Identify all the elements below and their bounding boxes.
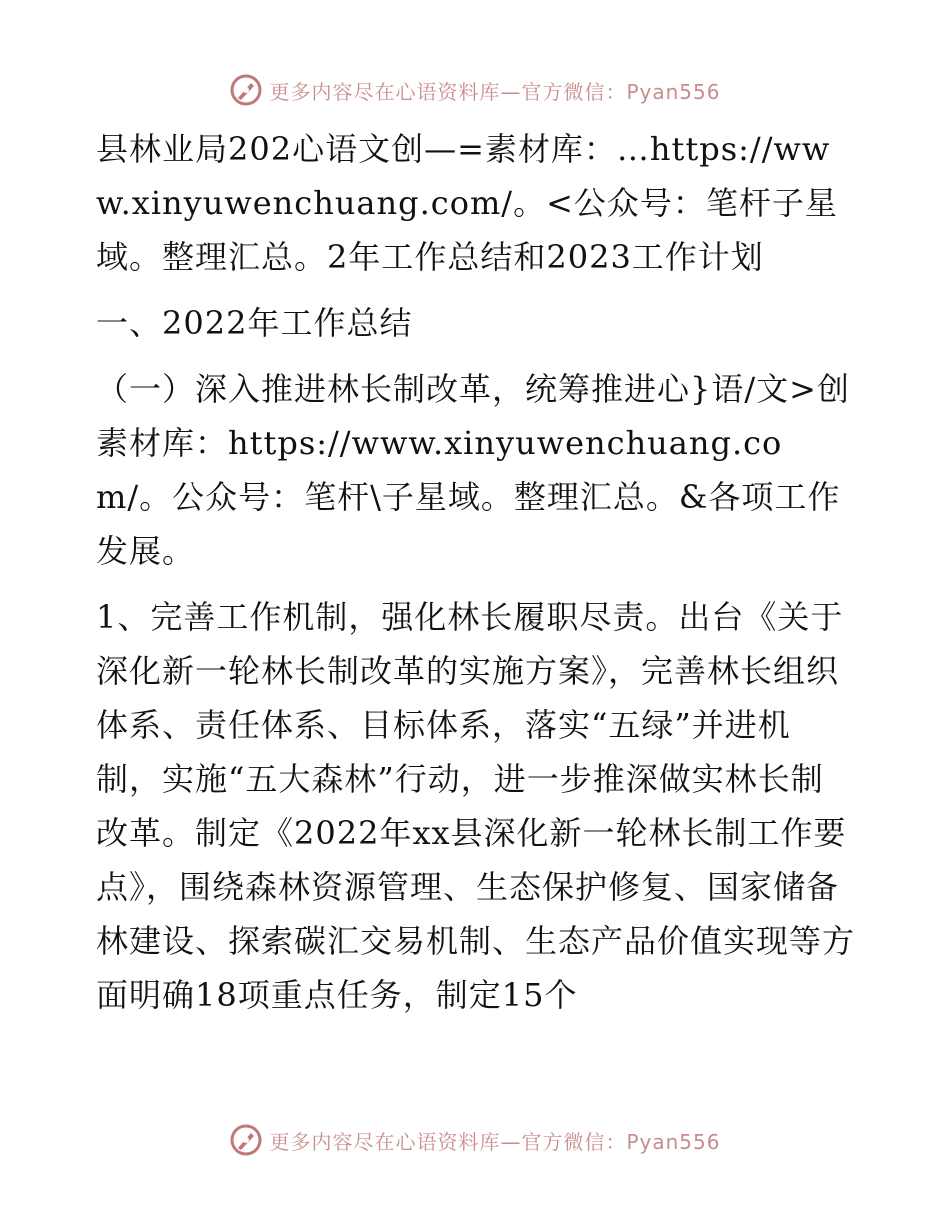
section-heading: 一、2022年工作总结: [96, 304, 413, 342]
document-title-paragraph: 县林业局202心语文创—=素材库：…https://www.xinyuwenchuang.com/。<公众号：笔杆子星域。整理汇总。2年工作总结和2023工作计划: [96, 130, 838, 276]
subsection-heading: （一）深入推进林长制改革，统筹推进心}语/文>创素材库：https://www.xinyuwenchuang.com/。公众号：笔杆\子星域。整理汇总。&各项工作发展。: [96, 370, 850, 570]
watermark-footer: [0, 1120, 950, 1160]
pen-seal-icon: [229, 73, 263, 107]
pen-seal-icon: [229, 1123, 263, 1157]
watermark-text: 更多内容尽在心语资料库—官方微信：Pyan556: [269, 1129, 721, 1154]
body-paragraph: 1、完善工作机制，强化林长履职尽责。出台《关于深化新一轮林长制改革的实施方案》，完善林长组织体系、责任体系、目标体系，落实“五绿”并进机制，实施“五大森林”行动，进一步推深做实林长制改革。制定《2022年xx县深化新一轮林长制工作要点》，围绕森林资源管理、生态保护修复、国家储备林建设、探索碳汇交易机制、生态产品价值实现等方面明确18项重点任务，制定15个: [96, 598, 856, 1014]
document-body: [96, 122, 856, 1034]
watermark-text: 更多内容尽在心语资料库—官方微信：Pyan556: [269, 79, 721, 104]
watermark-header: [0, 70, 950, 110]
